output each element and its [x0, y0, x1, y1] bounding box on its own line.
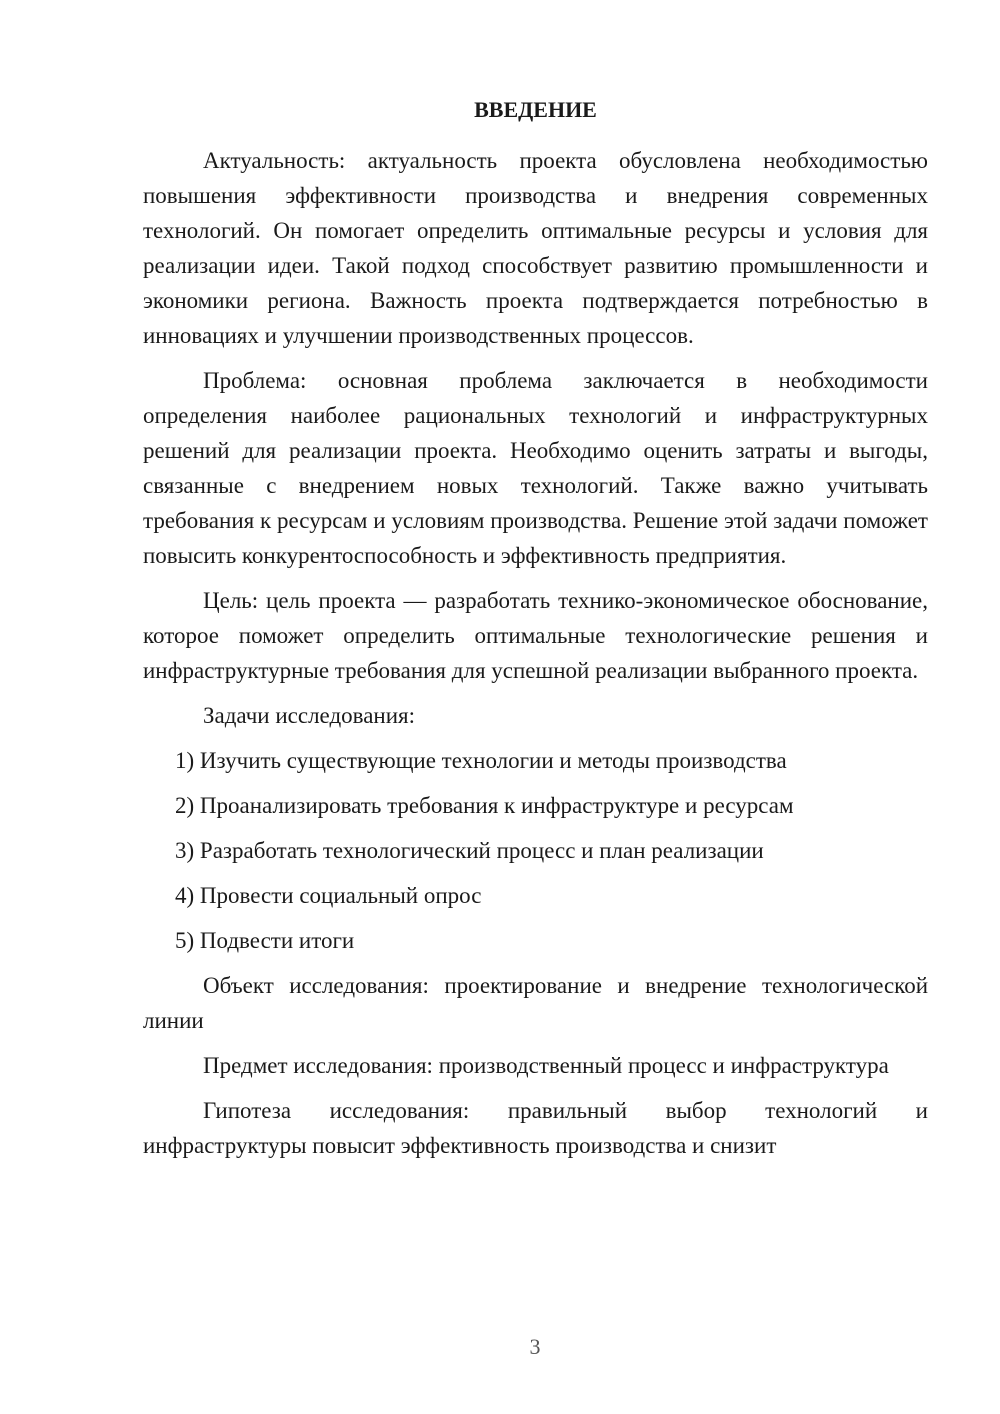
document-page — [143, 95, 928, 1163]
paragraph-relevance: Актуальность: актуальность проекта обусловлена необходимостью повышения эффективности производства и внедрения современных технологий. Он помогает определить оптимальные ресурсы и условия для реализации идеи. Такой подход способствует развитию промышленности и экономики региона. Важность проекта подтверждается потребностью в инновациях и улучшении производственных процессов. — [143, 148, 928, 348]
list-item: 3) Разработать технологический процесс и план реализации — [175, 838, 764, 863]
page-number: 3 — [529, 1334, 541, 1359]
paragraph-subject: Предмет исследования: производственный процесс и инфраструктура — [203, 1053, 889, 1078]
list-item: 5) Подвести итоги — [175, 928, 355, 953]
tasks-label: Задачи исследования: — [203, 703, 416, 728]
list-item: 2) Проанализировать требования к инфраструктуре и ресурсам — [175, 793, 794, 818]
list-item: 1) Изучить существующие технологии и методы производства — [175, 748, 787, 773]
paragraph-hypothesis: Гипотеза исследования: правильный выбор технологий и инфраструктуры повысит эффективность производства и снизит — [143, 1098, 928, 1158]
paragraph-object: Объект исследования: проектирование и внедрение технологической линии — [143, 973, 928, 1033]
tasks-list — [143, 743, 928, 958]
paragraph-goal: Цель: цель проекта — разработать технико-экономическое обоснование, которое поможет определить оптимальные технологические решения и инфраструктурные требования для успешной реализации выбранного проекта. — [143, 588, 928, 683]
paragraph-problem: Проблема: основная проблема заключается в необходимости определения наиболее рациональных технологий и инфраструктурных решений для реализации проекта. Необходимо оценить затраты и выгоды, связанные с внедрением новых технологий. Также важно учитывать требования к ресурсам и условиям производства. Решение этой задачи поможет повысить конкурентоспособность и эффективность предприятия. — [143, 368, 928, 568]
list-item: 4) Провести социальный опрос — [175, 883, 482, 908]
page-title: ВВЕДЕНИЕ — [474, 97, 597, 122]
